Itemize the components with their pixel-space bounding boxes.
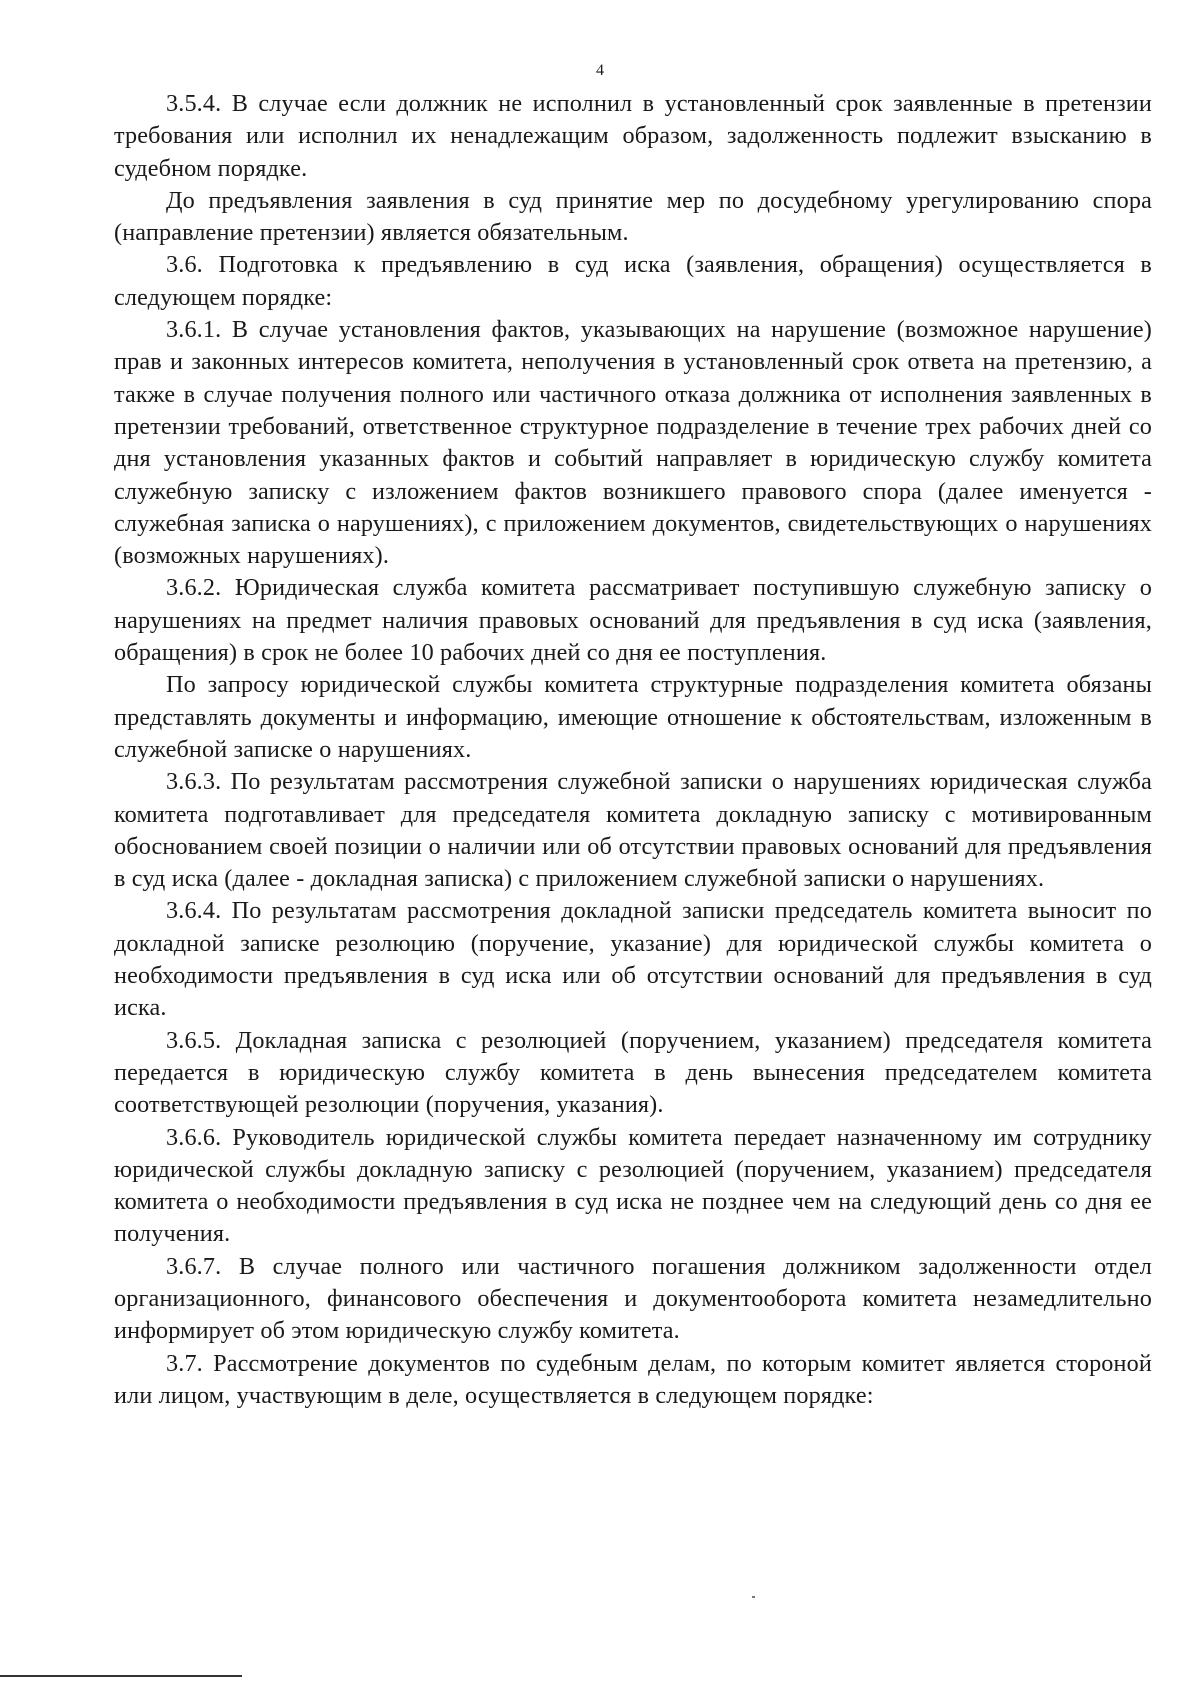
paragraph-3-7: 3.7. Рассмотрение документов по судебным делам, по которым комитет является стороной или лицом, участвующим в деле, осуществляется в следующем порядке:: [114, 1349, 1152, 1409]
paragraph-3-6-6: 3.6.6. Руководитель юридической службы комитета передает назначенному им сотруднику юридической службы докладную записку с резолюцией (поручением, указанием) председателя комитета о необходимости предъявления в суд иска не позднее чем на следующий день со дня ее получения.: [114, 1123, 1152, 1248]
scan-speck: [752, 1596, 755, 1598]
paragraph-3-5-4: 3.5.4. В случае если должник не исполнил в установленный срок заявленные в претензии требования или исполнил их ненадлежащим образом, задолженность подлежит взысканию в судебном порядке.: [114, 90, 1152, 182]
paragraph-3-6-2: 3.6.2. Юридическая служба комитета рассматривает поступившую служебную записку о нарушениях на предмет наличия правовых оснований для предъявления в суд иска (заявления, обращения) в срок не более 10 рабочих дней со дня ее поступления.: [114, 574, 1152, 667]
paragraph-request-documents: По запросу юридической службы комитета структурные подразделения комитета обязаны представлять документы и информацию, имеющие отношение к обстоятельствам, изложенным в служебной записке о нарушениях.: [114, 671, 1152, 763]
footer-rule: [0, 1675, 242, 1677]
paragraph-3-6-7: 3.6.7. В случае полного или частичного погашения должником задолженности отдел организационного, финансового обеспечения и документооборота комитета незамедлительно информирует об этом юридическую службу комитета.: [114, 1252, 1152, 1345]
page-number: 4: [596, 62, 604, 79]
paragraph-pretrial-settlement: До предъявления заявления в суд принятие мер по досудебному урегулированию спора (направление претензии) является обязательным.: [114, 186, 1152, 247]
document-body: [114, 88, 1152, 1412]
paragraph-3-6-4: 3.6.4. По результатам рассмотрения докладной записки председатель комитета выносит по докладной записке резолюцию (поручение, указание) для юридической службы комитета о необходимости предъявления в суд иска или об отсутствии оснований для предъявления в суд иска.: [114, 897, 1152, 1022]
paragraph-3-6-3: 3.6.3. По результатам рассмотрения служебной записки о нарушениях юридическая служба комитета подготавливает для председателя комитета докладную записку с мотивированным обоснованием своей позиции о наличии или об отсутствии правовых оснований для предъявления в суд иска (далее - докладная записка) с приложением служебной записки о нарушениях.: [114, 768, 1152, 893]
paragraph-3-6: 3.6. Подготовка к предъявлению в суд иска (заявления, обращения) осуществляется в следующем порядке:: [114, 251, 1152, 311]
paragraph-3-6-5: 3.6.5. Докладная записка с резолюцией (поручением, указанием) председателя комитета передается в юридическую службу комитета в день вынесения председателем комитета соответствующей резолюции (поручения, указания).: [114, 1026, 1152, 1119]
paragraph-3-6-1: 3.6.1. В случае установления фактов, указывающих на нарушение (возможное нарушение) прав и законных интересов комитета, неполучения в установленный срок ответа на претензию, а также в случае получения полного или частичного отказа должника от исполнения заявленных в претензии требований, ответственное структурное подразделение в течение трех рабочих дней со дня установления указанных фактов и событий направляет в юридическую службу комитета служебную записку с изложением фактов возникшего правового спора (далее именуется - служебная записка о нарушениях), с приложением документов, свидетельствующих о нарушениях (возможных нарушениях).: [114, 316, 1152, 570]
